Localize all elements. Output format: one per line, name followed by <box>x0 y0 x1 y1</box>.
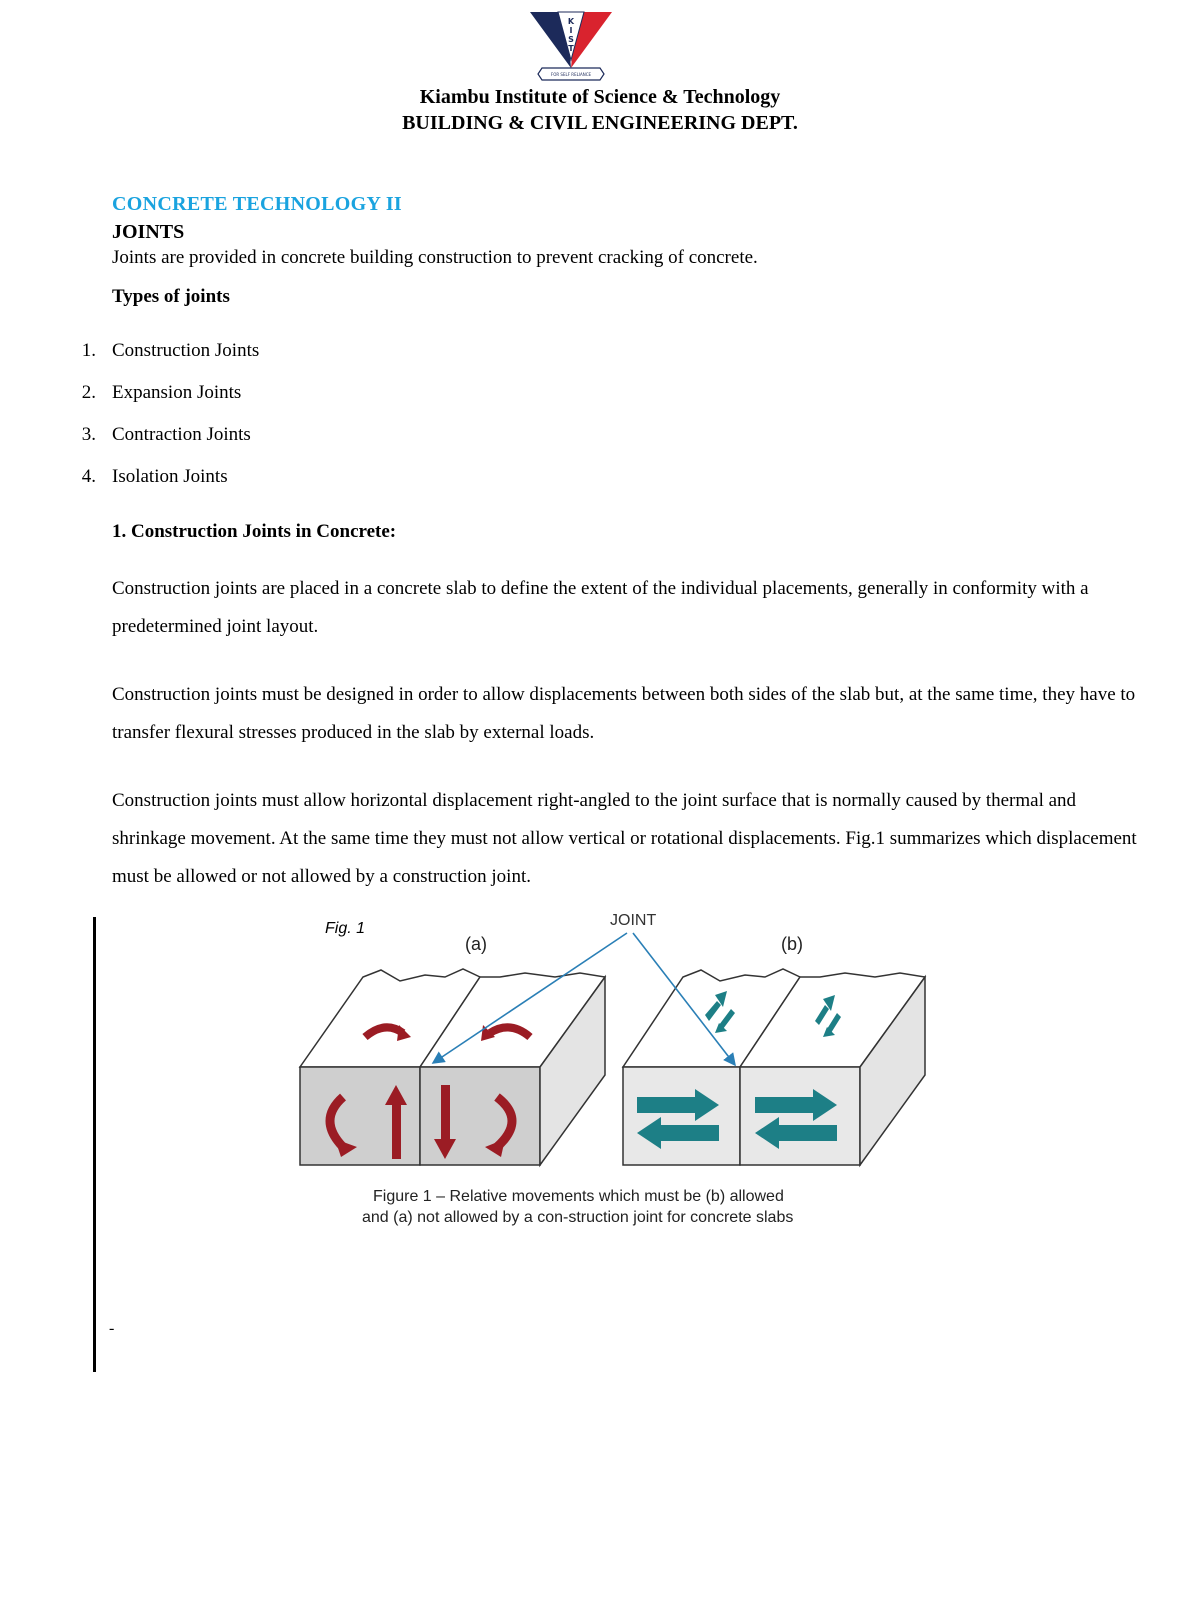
slab-a-right-face <box>420 1067 540 1165</box>
joint-label: JOINT <box>610 912 657 929</box>
list-item-label: Construction Joints <box>112 340 260 361</box>
list-item-number: 1. <box>81 340 96 361</box>
figure-1 <box>305 912 965 1265</box>
panel-b-label: (b) <box>781 934 803 954</box>
slab-b-right-face <box>740 1067 860 1165</box>
section-title: JOINTS <box>112 221 185 243</box>
figure-caption-line2: and (a) not allowed by a con-struction joint for concrete slabs <box>362 1209 794 1226</box>
logo-motto: FOR SELF RELIANCE <box>550 72 592 77</box>
slab-group-b <box>623 969 925 1165</box>
list-item-label: Expansion Joints <box>112 382 242 403</box>
list-item-number: 3. <box>81 424 96 445</box>
logo-letter-s: S <box>568 35 574 44</box>
institution-name: Kiambu Institute of Science & Technology <box>419 86 781 108</box>
down-arrow-shaft <box>441 1085 450 1141</box>
institution-logo <box>528 10 614 84</box>
list-item-label: Contraction Joints <box>112 424 251 445</box>
list-item-number: 4. <box>81 466 96 487</box>
dash-mark: - <box>109 1320 115 1337</box>
slab-group-a <box>300 969 605 1165</box>
paragraph-2: Construction joints must be designed in order to allow displacements between both sides of the slab but, at the same time, they have to transfer flexural stresses produced in the slab by external loads. <box>112 684 1136 743</box>
logo-letter-i: I <box>569 26 573 35</box>
logo-letter-t: T <box>568 44 574 53</box>
course-title: CONCRETE TECHNOLOGY II <box>112 193 402 215</box>
subsection-title: 1. Construction Joints in Concrete: <box>112 521 397 542</box>
list-item-number: 2. <box>81 382 96 403</box>
intro-text: Joints are provided in concrete building construction to prevent cracking of concrete. <box>112 247 758 268</box>
figure-caption-line1: Figure 1 – Relative movements which must be (b) allowed <box>373 1188 784 1205</box>
department-name: BUILDING & CIVIL ENGINEERING DEPT. <box>402 112 798 134</box>
up-arrow-shaft <box>392 1103 401 1159</box>
kist-logo-icon <box>528 10 614 84</box>
logo-letter-k: K <box>567 17 575 26</box>
types-heading: Types of joints <box>112 286 230 307</box>
figure-label: Fig. 1 <box>325 920 366 937</box>
paragraph-3: Construction joints must allow horizontal displacement right-angled to the joint surface that is normally caused by thermal and shrinkage movement. At the same time they must not allow vertical or rotational displacements. Fig.1 summarizes which displacement must be allowed or not allowed by a construction joint. <box>112 790 1137 887</box>
slab-b-left-face <box>623 1067 740 1165</box>
paragraph-1: Construction joints are placed in a concrete slab to define the extent of the individual placements, generally in conformity with a predetermined joint layout. <box>112 578 1089 637</box>
panel-a-label: (a) <box>465 934 487 954</box>
slab-a-left-face <box>300 1067 420 1165</box>
margin-change-bar <box>93 917 96 1372</box>
list-item-label: Isolation Joints <box>112 466 228 487</box>
